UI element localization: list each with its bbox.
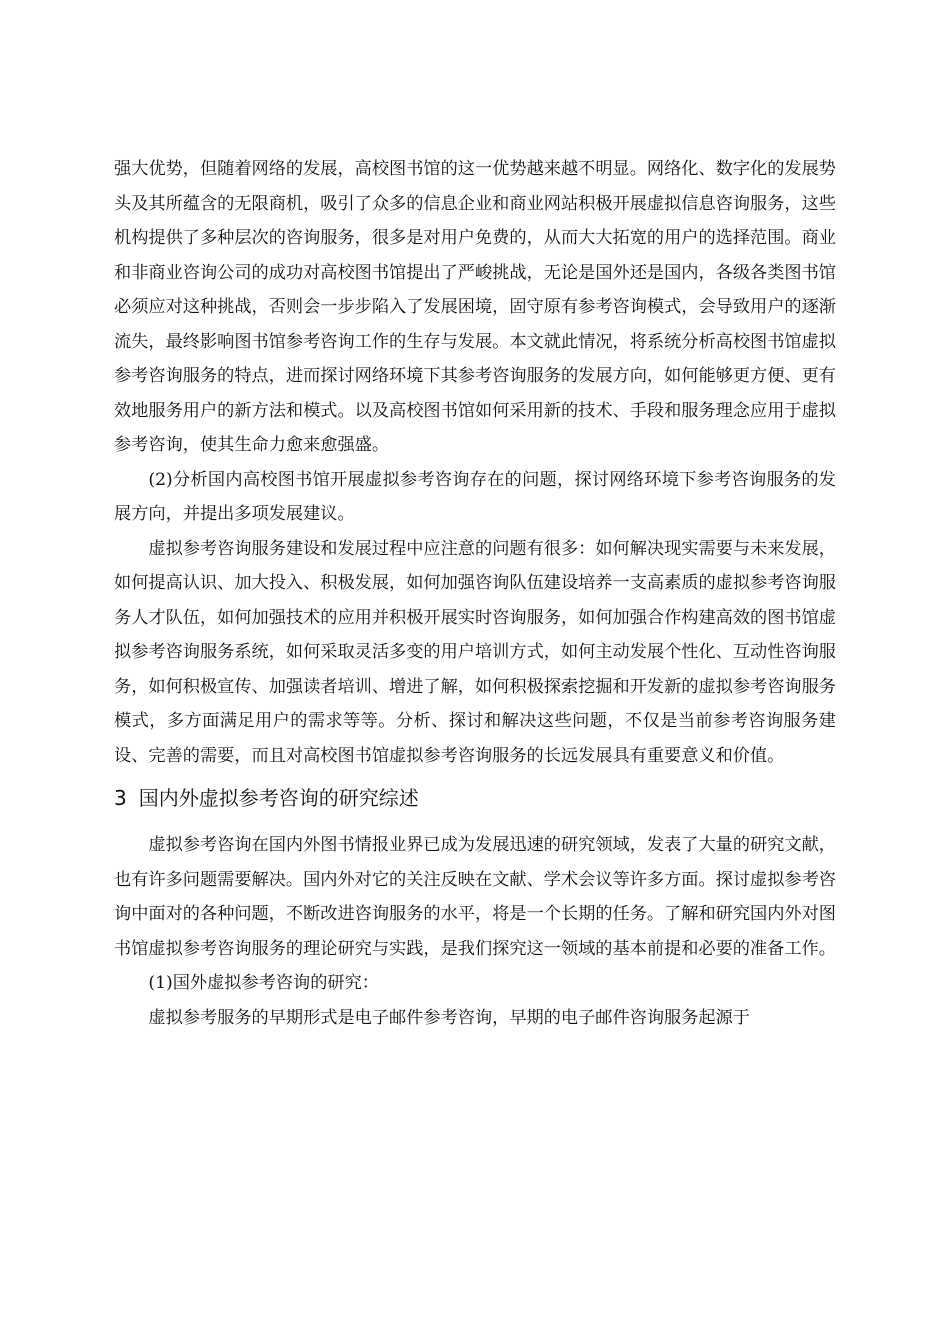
paragraph-issues: 虚拟参考咨询服务建设和发展过程中应注意的问题有很多：如何解决现实需要与未来发展，如何提高认识、加大投入、积极发展，如何加强咨询队伍建设培养一支高素质的虚拟参考咨询服务人才队伍，如何加强技术的应用并积极开展实时咨询服务，如何加强合作构建高效的图书馆虚拟参考咨询服务系统，如何采取灵活多变的用户培训方式，如何主动发展个性化、互动性咨询服务，如何积极宣传、加强读者培训、增进了解，如何积极探索挖掘和开发新的虚拟参考咨询服务模式，多方面满足用户的需求等等。分析、探讨和解决这些问题，不仅是当前参考咨询服务建设、完善的需要，而且对高校图书馆虚拟参考咨询服务的长远发展具有重要意义和价值。 (114, 538, 836, 766)
section-title: 国内外虚拟参考咨询的研究综述 (138, 786, 419, 810)
paragraph-early-email: 虚拟参考服务的早期形式是电子邮件参考咨询，早期的电子邮件咨询服务起源于 (148, 1007, 750, 1028)
paragraph-item-2: (2)分析国内高校图书馆开展虚拟参考咨询存在的问题，探讨网络环境下参考咨询服务的发展方向，并提出多项发展建议。 (114, 469, 836, 524)
paragraph-subheading-foreign: (1)国外虚拟参考咨询的研究： (148, 973, 379, 993)
paragraph-continuation: 强大优势，但随着网络的发展，高校图书馆的这一优势越来越不明显。网络化、数字化的发展势头及其所蕴含的无限商机，吸引了众多的信息企业和商业网站积极开展虚拟信息咨询服务，这些机构提供了多种层次的咨询服务，很多是对用户免费的，从而大大拓宽的用户的选择范围。商业和非商业咨询公司的成功对高校图书馆提出了严峻挑战，无论是国外还是国内，各级各类图书馆必须应对这种挑战，否则会一步步陷入了发展困境，固守原有参考咨询模式，会导致用户的逐渐流失，最终影响图书馆参考咨询工作的生存与发展。本文就此情况，将系统分析高校图书馆虚拟参考咨询服务的特点，进而探讨网络环境下其参考咨询服务的发展方向，如何能够更方便、更有效地服务用户的新方法和模式。以及高校图书馆如何采用新的技术、手段和服务理念应用于虚拟参考咨询，使其生命力愈来愈强盛。 (114, 159, 836, 455)
section-number: 3 (114, 786, 127, 810)
paragraph-review-intro: 虚拟参考咨询在国内外图书情报业界已成为发展迅速的研究领域，发表了大量的研究文献，也有许多问题需要解决。国内外对它的关注反映在文献、学术会议等许多方面。探讨虚拟参考咨询中面对的各种问题，不断改进咨询服务的水平，将是一个长期的任务。了解和研究国内外对图书馆虚拟参考咨询服务的理论研究与实践，是我们探究这一领域的基本前提和必要的准备工作。 (114, 835, 836, 959)
document-body (114, 152, 836, 1035)
section-heading (114, 783, 836, 813)
